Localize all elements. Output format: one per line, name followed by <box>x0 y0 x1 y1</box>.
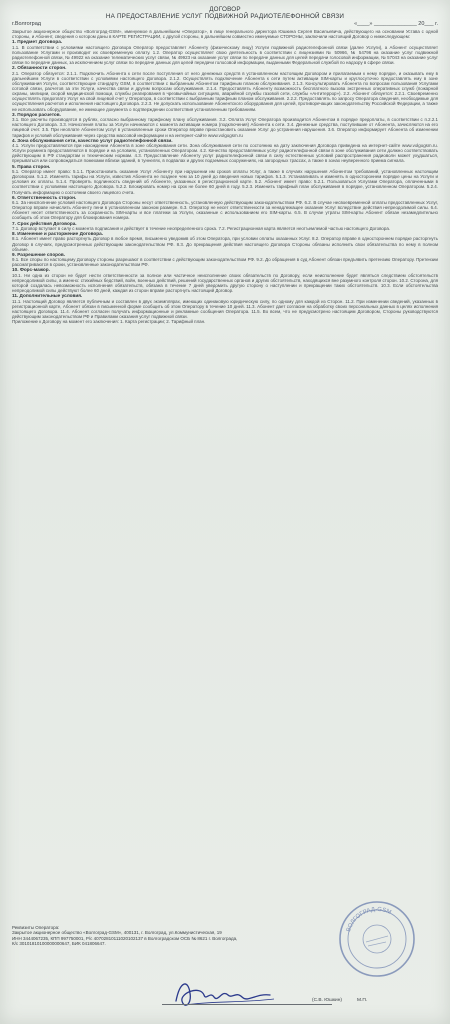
section-heading: 10. Форс-мажор. <box>12 267 50 273</box>
contract-date: «____» ______________ 20___ г. <box>354 21 438 27</box>
document-title <box>12 6 438 20</box>
operator-requisites <box>12 925 342 946</box>
signature-line <box>162 1004 332 1005</box>
stamp-text: ВОЛГОГРАД-GSM <box>346 906 392 933</box>
section-text: 2.1. Оператор обязуется: 2.1.1. Подключить Абонента к сети после поступления от него денежных средств в установленном настоящим Договором и прилагаемым к нему порядке, и оказывать ему в дальнейшем Услуги в соответствии с условиями настоящего Договора. 2.1.2. Осуществлять подключение Абонента к сети путем активации SIM-карты и круглосуточно предоставлять ему в зоне обслуживания Услуги, соответствующие стандарту GSM, в соответствии с выбранным Абонентом тарифным планом обслуживания. 2.1.3. Консультировать Абонента по вопросам пользования Услугами сотовой связи, расчетов за эти Услуги, качества связи и другим вопросам обслуживания. 2.1.4. Предоставлять Абоненту возможность бесплатного вызова экстренных оперативных служб (пожарной охраны, милиции, скорой медицинской помощи, службы реагирования в чрезвычайных ситуациях, аварийной службы газовой сети, службы «Антитеррор»). 2.2. Абонент обязуется: 2.2.1. Своевременно осуществлять предоплату Услуг на свой лицевой счет у Оператора, в соответствии с выбранным тарифным планом обслуживания. 2.2.2. Предоставлять по запросу Оператора сведения, необходимые для осуществления расчетов и исполнения настоящего Договора. 2.2.3. Не допускать использование Абонентского оборудования для целей, противоречащих законодательству Российской Федерации, а также не использовать оборудование, не имеющее документа о подтверждении соответствия установленным требованиям. <box>12 70 438 112</box>
section-text: 8.1. Абонент имеет право расторгнуть Договор в любое время, письменно уведомив об этом Оператора, при условии оплаты оказанных Услуг. 8.2. Оператор вправе в одностороннем порядке расторгнуть Договор в случаях, предусмотренных действующим законодательством РФ. 8.3. До прекращения действия настоящего Договора Стороны обязаны исполнить свои обязательства по нему в полном объеме. <box>12 236 438 252</box>
section-text: 10.1. Ни одна из сторон не будет нести ответственности за полное или частичное неисполнение своих обязательств по Договору, если неисполнение будет являться следствием обстоятельств непреодолимой силы, а именно: стихийных бедствий, войн, военных действий, решений государственных органов и других обстоятельств, находящихся вне разумного контроля сторон. 10.2. Сторона, для которой создалась невозможность исполнения обязательств, обязана в течение 7 дней уведомить другую сторону о наступлении и прекращении таких обстоятельств. 10.3. Если обстоятельства непреодолимой силы действуют более 60 дней, каждая из сторон вправе расторгнуть настоящий Договор. <box>12 272 438 294</box>
place-date-row <box>12 21 438 27</box>
section-heading: 2. Обязанности сторон. <box>12 65 67 71</box>
appendix: Приложение к Договору на момент его заключения: 1. Карта регистрации; 2. Тарифный план. <box>12 319 206 325</box>
signer-name: (С.В. Юшкин) <box>312 998 342 1003</box>
section-heading: 11. Дополнительные условия. <box>12 293 83 299</box>
section-heading: 4. Зона обслуживания сети, качество услуг радиотелефонной связи. <box>12 137 173 143</box>
section-heading: 3. Порядок расчетов. <box>12 111 61 117</box>
stamp-place-label: М.П. <box>357 998 368 1003</box>
company-stamp <box>336 898 418 980</box>
section-text: 7.1. Договор вступает в силу с момента подписания и действует в течение неопределенного срока. 7.2. Регистрационная карта является неотъемлемой частью настоящего Договора. <box>12 225 391 231</box>
preamble: Закрытое акционерное общество «Волгоград-GSM», именуемое в дальнейшем «Оператор», в лице генерального директора Юшкина Сергея Васильевича, действующего на основании Устава с одной стороны, и Абонент, сведения о котором даны в КАРТЕ РЕГИСТРАЦИИ, с другой стороны, в дальнейшем совместно именуемые СТОРОНЫ, заключили настоящий Договор о нижеследующем: <box>12 29 438 40</box>
city: г.Волгоград <box>12 21 41 27</box>
section-text: 6.1. За неисполнение условий настоящего Договора Стороны несут ответственность, установленную действующим законодательством РФ. 6.2. В случае несвоевременной оплаты предоставленных Услуг, Оператор вправе начислить Абоненту пени в установленном законом размере. 6.3. Оператор не несет ответственности за ненадлежащее оказание Услуг вследствие действия непреодолимой силы. 6.4. Абонент несет ответственность за сохранность SIM-карты и все платежи за Услуги, оказанные с использованием его SIM-карты. 6.5. В случае утраты SIM-карты Абонент обязан незамедлительно сообщить об этом Оператору для блокирования номера. <box>12 200 438 221</box>
requisites-line-2: ИНН 3444067235, КПП 997750001, Р/с 40702810111020102137 в Волгоградском ОСБ № 8621 г. Волгограда, <box>12 935 238 941</box>
section-heading: 9. Разрешение споров. <box>12 251 66 257</box>
section-heading: 5. Права сторон. <box>12 163 51 169</box>
section-text: 3.1. Все расчеты производятся в рублях, согласно выбранному тарифному плану обслуживания. 3.2. Оплата Услуг Оператора производится Абонентом в порядке предоплаты, в соответствии с п.2.2.1 настоящего Договора. 3.3. Начисления платы за Услуги начинаются с момента активации номера (подключения) Абонента к сети. 3.4. Денежные средства, поступившие от Абонента, зачисляются на его лицевой счет. 3.5. При неоплате Абонентом услуг в установленные сроки Оператор вправе приостановить оказание Услуг до устранения нарушения. 3.6. Оператор информирует Абонента об изменении тарифов и условий обслуживания через средства массовой информации и на интернет-сайте www.volgogsm.ru <box>12 117 438 138</box>
title-line-1: ДОГОВОР <box>209 6 241 13</box>
contract-body <box>12 29 438 324</box>
section-text: 11.1. Настоящий Договор является публичным и составлен в двух экземплярах, имеющих одинаковую юридическую силу, по одному для каждой из Сторон. 11.2. При изменении сведений, указанных в регистрационной карте, Абонент обязан в письменной форме сообщить об этом Оператору в течение 10 дней. 11.3. Абонент дает согласие на обработку своих персональных данных в целях исполнения настоящего Договора. 11.4. Абонент согласен получать информационные и рекламные сообщения Оператора. 11.5. Во всем, что не предусмотрено настоящим Договором, Стороны руководствуются действующим законодательством РФ и Правилами оказания услуг подвижной связи. <box>12 298 438 320</box>
requisites-heading: Реквизиты Оператора: <box>12 925 60 930</box>
section-text: 4.1. Услуги предоставляются при нахождении Абонента в зоне обслуживания сети. Зона обслуживания сети по состоянию на дату заключения Договора приведена на интернет-сайте www.volgogsm.ru. Услуги роуминга предоставляются в порядке и на условиях, установленных Оператором. 4.2. Качество предоставляемых услуг радиотелефонной связи в зоне обслуживания сети должно соответствовать действующим в РФ стандартам и техническим нормам. 4.3. Предоставление Абоненту услуг радиотелефонной связи в силу естественных условий распространения радиоволн может ухудшаться, прерываться или сопровождаться помехами вблизи зданий, в туннелях, в подвалах и других подземных сооружениях, на загородных трассах, а также в зонах неуверенного приема сигнала. <box>12 143 438 164</box>
section-heading: 7. Срок действия Договора. <box>12 220 77 226</box>
section-text: 1.1. В соответствии с условиями настоящего Договора Оператор предоставляет Абоненту (физическому лицу) Услуги подвижной радиотелефонной связи (далее Услуги), а Абонент осуществляет пользование Услугами и производит их своевременную оплату. 1.2. Оператор осуществляет свою деятельность в соответствии с лицензиями № 50966, № 54796 на оказание услуг подвижной радиотелефонной связи, № 49922 на оказание телематических услуг связи, № 49923 на оказание услуг связи по передаче данных для целей передачи голосовой информации, № 57043 на оказание услуг связи по передаче данных, за исключением услуг связи по передаче данных для целей передачи голосовой информации, выданными Федеральной службой по надзору в сфере связи. <box>12 44 438 66</box>
section-text: 9.1. Все споры по настоящему Договору стороны разрешают в соответствии с действующим законодательством РФ. 9.2. До обращения в суд Абонент обязан предъявить претензию Оператору. Претензии рассматриваются в сроки, установленные законодательством РФ. <box>12 257 438 268</box>
requisites-line-3: К/с 30101810100000000647, БИК 041806647. <box>12 940 106 946</box>
section-heading: 6. Ответственность сторон. <box>12 194 77 200</box>
section-heading: 8. Изменение и расторжение Договора. <box>12 231 104 237</box>
title-line-2: НА ПРЕДОСТАВЛЕНИЕ УСЛУГ ПОДВИЖНОЙ РАДИОТЕЛЕФОННОЙ СВЯЗИ <box>105 13 345 20</box>
requisites-line-1: Закрытое акционерное общество «Волгоград-GSM», 400131, г. Волгоград, ул.Коммунистическая, 19 <box>12 930 222 936</box>
section-heading: 1. Предмет Договора. <box>12 39 63 45</box>
signature-row <box>12 998 438 1008</box>
section-text: 5.1. Оператор имеет право: 5.1.1. Приостановить оказание Услуг Абоненту при нарушении им сроков оплаты Услуг, а также в случаях нарушения Абонентом требований, установленных настоящим Договором. 5.1.2. Изменять тарифы на Услуги, известив Абонента не позднее чем за 10 дней до введения новых тарифов. 5.1.3. Устанавливать и изменять в одностороннем порядке цены на Услуги и условия их оплаты. 5.1.4. Проверять подлинность сведений об Абоненте, указанных в регистрационной карте. 5.2. Абонент имеет право: 5.2.1. Пользоваться Услугами Оператора, оплаченными в соответствии с условиями настоящего Договора. 5.2.2. Блокировать номер на срок не более 60 дней в году. 5.2.3. Изменить тарифный план обслуживания в порядке, установленном Оператором. 5.2.4. Получать информацию о состоянии своего лицевого счета. <box>12 168 438 195</box>
